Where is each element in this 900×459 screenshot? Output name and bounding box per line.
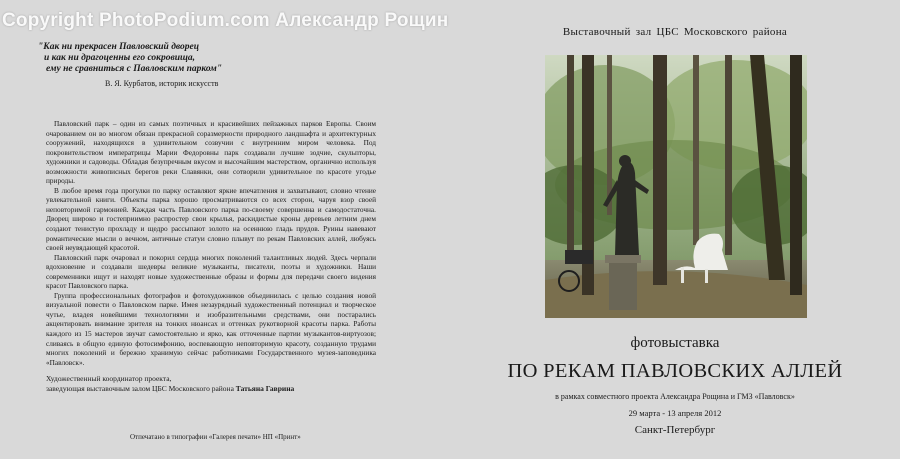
exhibition-subtitle: фотовыставка: [630, 335, 720, 351]
intro-text: [46, 119, 376, 367]
park-statue-photo: [545, 55, 807, 318]
intro-paragraph: Павловский парк очаровал и покорил сердца многих поколений талантливых людей. Здесь черпали вдохновение и создавали шедевры великие музыканты, писатели, поэты и художники. Наши современники ищут и находят новые художественные образы и формы для передачи своего видения красот Павловского парка.: [46, 252, 376, 291]
coordinator-role: Художественный координатор проекта,: [46, 374, 172, 383]
copyright-watermark: Copyright PhotoPodium.com Александр Рощин: [2, 10, 449, 31]
right-page: [450, 0, 900, 459]
intro-paragraph: В любое время года прогулки по парку оставляют яркие впечатления и захватывают, словно чтение увлекательной книги. Объекты парка хорошо просматриваются со всех сторон, чаруя взор своей неповторимой гармонией. Каждая часть Павловского парка по-своему совершенна и самодостаточна. Дворец широко и гостеприимно распростер свои крылья, раскидистые кроны деревьев летним днем создают тенистую прохладу и щедро рассыпают золото на осеннюю гладь прудов. Руины навевают романтические мысли о вечном, античные статуи словно плывут по рекам Павловских аллей, любуясь своей неувядающей красотой.: [46, 185, 376, 253]
exhibition-dates: 29 марта - 13 апреля 2012: [628, 408, 722, 418]
epigraph-author: В. Я. Курбатов, историк искусств: [105, 79, 219, 88]
epigraph-line: ему не сравниться с Павловским парком": [46, 64, 223, 74]
coordinator-position: заведующая выставочным залом ЦБС Московского района: [46, 383, 234, 393]
coordinator-credit: [46, 374, 294, 393]
project-note: в рамках совместного проекта Александра Рощина и ГМЗ «Павловск»: [555, 392, 795, 401]
epigraph-quote: [38, 42, 258, 75]
epigraph-line: и как ни драгоценны его сокровища,: [44, 53, 196, 63]
epigraph-line: "Как ни прекрасен Павловский дворец: [38, 42, 200, 52]
exhibition-title: ПО РЕКАМ ПАВЛОВСКИХ АЛЛЕЙ: [507, 360, 843, 382]
intro-paragraph: Павловский парк – один из самых поэтичных и красивейших пейзажных парков Европы. Своим очарованием он во многом обязан прекрасной соразмерности природного ландшафта и архитектурных сооружений, находящихся в удивительном созвучии с внутренним миром человека. Под покровительством императрицы Марии Федоровны парк создавали лучшие зодчие, скульпторы, художники и садоводы. Обладая безупречным вкусом и высочайшим мастерством, органично используя возможности живописных берегов реки Славянки, они сотворили удивительное по красоте угодье природы.: [46, 119, 376, 186]
exhibition-city: Санкт-Петербург: [634, 424, 716, 436]
coordinator-name: Татьяна Гаврина: [235, 383, 295, 393]
venue-heading: Выставочный зал ЦБС Московского района: [562, 26, 788, 38]
intro-paragraph: Группа профессиональных фотографов и фотохудожников объединилась с целью создания новой визуальной повести о Павловском парке. Имея незаурядный художественный потенциал и творческое чутье, владея новейшими технологиями и изобразительными средствами, они постарались акцентировать внимание зрителя на тонких нюансах и оттенках рукотворной красоты парка. Работы каждого из 15 мастеров звучат самостоятельно и ярко, как отточенные партии музыкантов-виртуозов; сливаясь в общую единую фотосимфонию, воспевающую неповторимую красоту, созданную трудами многих поколений и бережно хранимую сейчас работниками Государственного музея-заповедника «Павловск».: [46, 290, 376, 367]
printer-credit: Отпечатано в типографии «Галерея печати» НП «Принт»: [130, 433, 301, 441]
